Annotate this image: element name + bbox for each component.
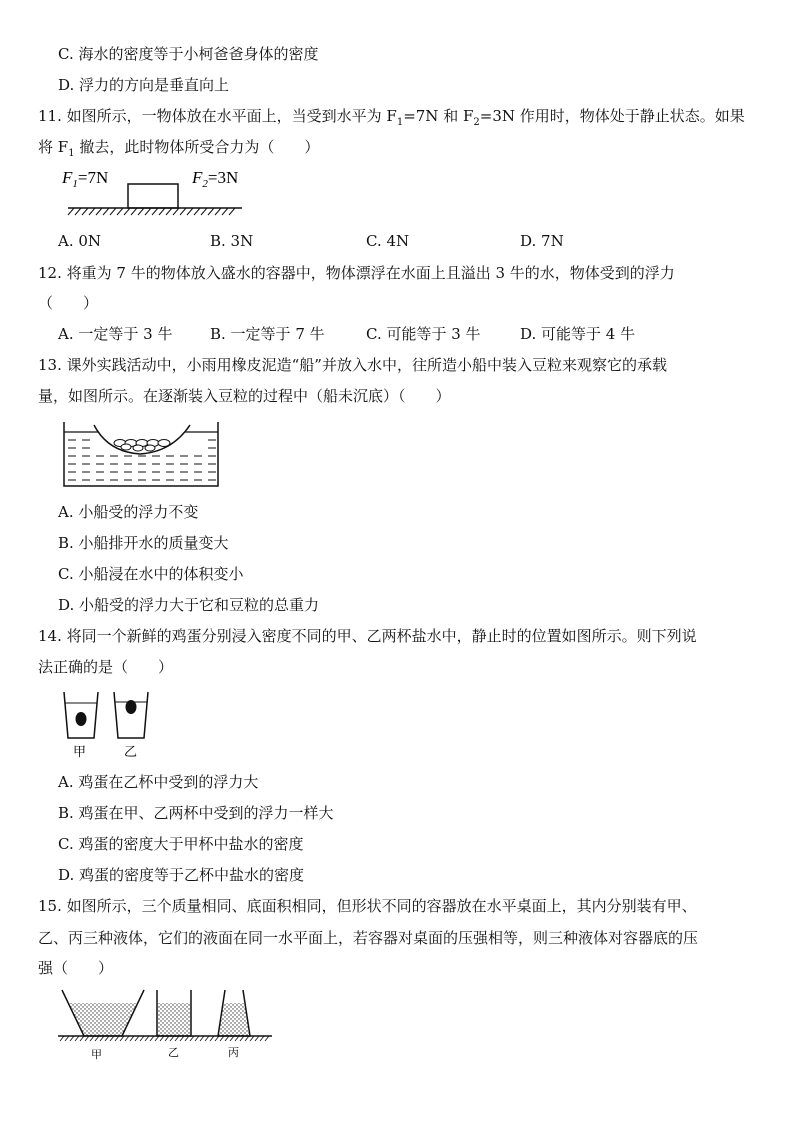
q14-label-yi: 乙 bbox=[124, 744, 138, 759]
q10-option-d: D. 浮力的方向是垂直向上 bbox=[58, 76, 230, 94]
q12-option-b: B. 一定等于 7 牛 bbox=[210, 325, 325, 343]
q11-stem-line1: 11. 如图所示，一物体放在水平面上，当受到水平为 $F_1=7N$ 和 $F_2=3N$ 作用时，物体处于静止状态。如果 bbox=[38, 107, 745, 128]
q12-stem-line1: 12. 将重为 7 牛的物体放入盛水的容器中，物体漂浮在水面上且溢出 3 牛的水，物体受到的浮力 bbox=[38, 264, 675, 282]
q14-label-jia: 甲 bbox=[73, 744, 87, 759]
q13-option-c: C. 小船浸在水中的体积变小 bbox=[58, 565, 244, 583]
q11-stem-line2: 将 $F_1$ 撤去，此时物体所受合力为（ ） bbox=[38, 138, 320, 159]
q12-option-d: D. 可能等于 4 牛 bbox=[520, 325, 636, 343]
q15-stem-line1: 15. 如图所示，三个质量相同、底面积相同，但形状不同的容器放在水平桌面上，其内分别装有甲、 bbox=[38, 897, 697, 915]
q14-option-a: A. 鸡蛋在乙杯中受到的浮力大 bbox=[58, 773, 259, 791]
q15-label-bing: 丙 bbox=[228, 1047, 239, 1059]
q13-option-b: B. 小船排开水的质量变大 bbox=[58, 534, 229, 552]
q12-stem-line2: （ ） bbox=[38, 294, 99, 312]
q14-option-c: C. 鸡蛋的密度大于甲杯中盐水的密度 bbox=[58, 835, 304, 853]
q15-label-yi: 乙 bbox=[168, 1047, 179, 1059]
q11-option-a: A. 0N bbox=[58, 232, 102, 250]
q15-stem-line3: 强（ ） bbox=[38, 959, 114, 977]
q13-stem-line2: 量，如图所示。在逐渐装入豆粒的过程中（船未沉底）（ ） bbox=[38, 387, 451, 405]
q13-stem-line1: 13. 课外实践活动中，小雨用橡皮泥造“船”并放入水中，往所造小船中装入豆粒来观察它的承载 bbox=[38, 356, 667, 374]
q14-option-d: D. 鸡蛋的密度等于乙杯中盐水的密度 bbox=[58, 866, 305, 884]
q15-stem-line2: 乙、丙三种液体，它们的液面在同一水平面上，若容器对桌面的压强相等，则三种液体对容器底的压 bbox=[38, 929, 699, 947]
q13-option-d: D. 小船受的浮力大于它和豆粒的总重力 bbox=[58, 596, 320, 614]
q11-option-d: D. 7N bbox=[520, 232, 564, 250]
q11-option-c: C. 4N bbox=[366, 232, 410, 250]
q15-liquid-yi bbox=[157, 1003, 191, 1036]
q14-stem-line2: 法正确的是（ ） bbox=[38, 658, 174, 676]
q11-option-b: B. 3N bbox=[210, 232, 254, 250]
q12-option-c: C. 可能等于 3 牛 bbox=[366, 325, 481, 343]
q14-option-b: B. 鸡蛋在甲、乙两杯中受到的浮力一样大 bbox=[58, 804, 334, 822]
q14-stem-line1: 14. 将同一个新鲜的鸡蛋分别浸入密度不同的甲、乙两杯盐水中，静止时的位置如图所示。则下列说 bbox=[38, 627, 697, 645]
q15-liquid-jia bbox=[68, 1003, 138, 1036]
q15-label-jia: 甲 bbox=[91, 1049, 102, 1061]
q13-option-a: A. 小船受的浮力不变 bbox=[58, 503, 199, 521]
q11-f2-label: $F_2=3N$ bbox=[192, 168, 239, 190]
q11-f1-label: $F_1=7N$ bbox=[62, 168, 109, 190]
q12-option-a: A. 一定等于 3 牛 bbox=[58, 325, 173, 343]
q10-option-c: C. 海水的密度等于小柯爸爸身体的密度 bbox=[58, 45, 319, 63]
